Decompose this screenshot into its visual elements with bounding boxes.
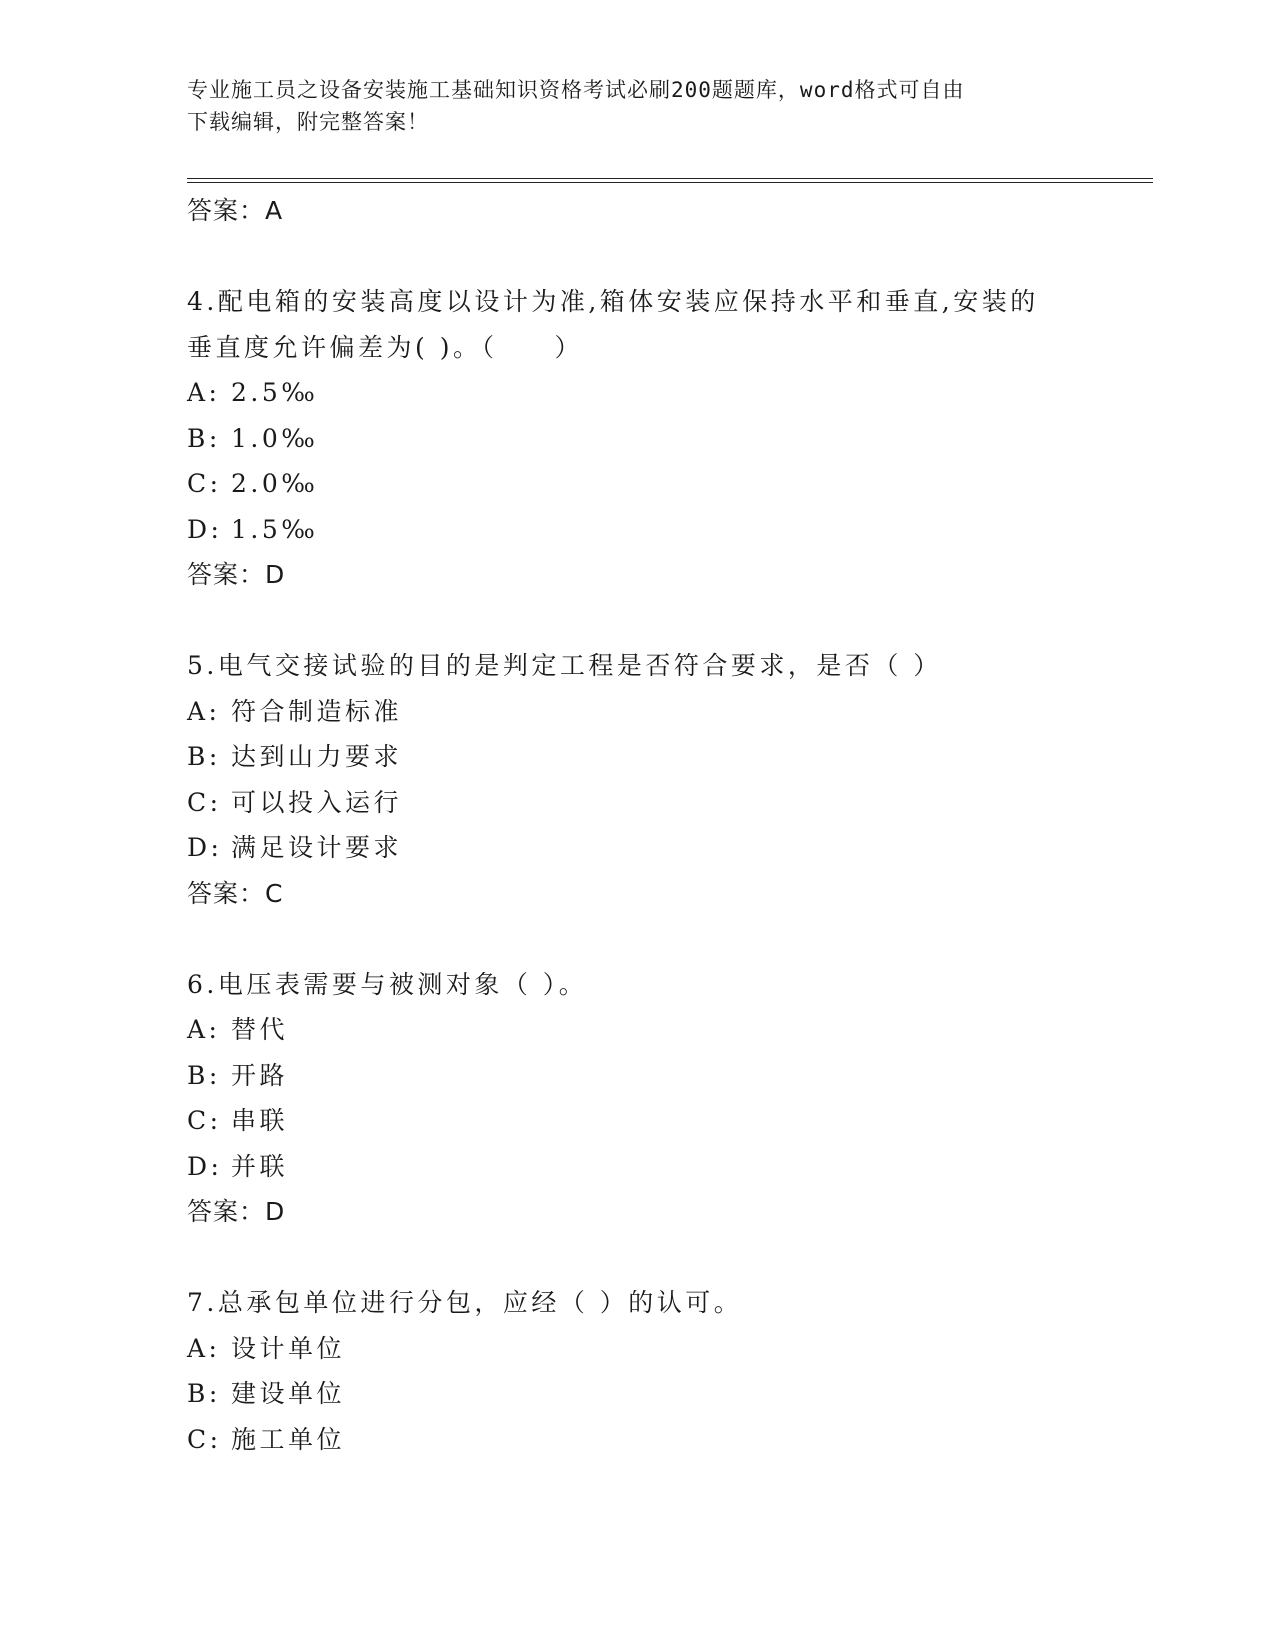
option-text: 开路 — [231, 1060, 289, 1090]
question-stem: 6.电压表需要与被测对象（ ）。 — [187, 969, 588, 999]
option-c — [187, 1417, 1087, 1463]
option-label: D: — [187, 833, 223, 862]
question-5 — [187, 643, 1087, 916]
question-7 — [187, 1280, 1087, 1462]
option-text: 1.5‰ — [231, 514, 319, 544]
option-b — [187, 1053, 1087, 1099]
option-text: 施工单位 — [231, 1424, 346, 1454]
option-text: 满足设计要求 — [231, 833, 403, 862]
option-b — [187, 1371, 1087, 1417]
option-a — [187, 1326, 1087, 1372]
option-text: 可以投入运行 — [231, 787, 403, 817]
option-c — [187, 780, 1087, 826]
option-text: 建设单位 — [231, 1379, 346, 1408]
option-label: A: — [187, 696, 221, 726]
document-header — [187, 74, 1067, 138]
option-label: B: — [187, 423, 221, 453]
option-text: 并联 — [231, 1151, 289, 1181]
option-label: C: — [187, 469, 222, 498]
spacer — [187, 916, 1087, 962]
spacer — [187, 598, 1087, 644]
option-d — [187, 1144, 1087, 1190]
option-text: 串联 — [231, 1106, 289, 1135]
question-list — [187, 188, 1087, 1462]
question-4 — [187, 279, 1087, 598]
question-answer: 答案：D — [187, 560, 286, 589]
option-label: B: — [187, 1060, 221, 1090]
option-label: D: — [187, 514, 223, 544]
option-label: A: — [187, 378, 221, 407]
previous-answer: 答案：A — [187, 196, 284, 225]
option-d — [187, 825, 1087, 871]
option-label: A: — [187, 1015, 221, 1044]
option-text: 2.0‰ — [231, 469, 319, 498]
option-text: 2.5‰ — [231, 378, 319, 407]
option-text: 1.0‰ — [231, 423, 319, 453]
question-answer: 答案：C — [187, 878, 284, 908]
spacer — [187, 1235, 1087, 1281]
header-line-1: 专业施工员之设备安装施工基础知识资格考试必刷200题题库，word格式可自由 — [187, 78, 965, 102]
option-label: A: — [187, 1333, 221, 1363]
option-a — [187, 1007, 1087, 1053]
question-stem: 7.总承包单位进行分包，应经（ ）的认可。 — [187, 1288, 743, 1317]
header-line-2: 下载编辑，附完整答案！ — [187, 110, 429, 134]
option-b — [187, 734, 1087, 780]
header-rule-bottom — [187, 182, 1153, 183]
option-c — [187, 1098, 1087, 1144]
option-label: C: — [187, 787, 222, 817]
option-label: C: — [187, 1424, 222, 1454]
option-label: B: — [187, 1379, 221, 1408]
option-c — [187, 461, 1087, 507]
question-stem: 5.电气交接试验的目的是判定工程是否符合要求，是否（ ） — [187, 651, 942, 680]
header-rule-top — [187, 178, 1153, 179]
question-stem: 4.配电箱的安装高度以设计为准,箱体安装应保持水平和垂直,安装的 — [187, 287, 1039, 316]
question-6 — [187, 962, 1087, 1235]
option-d — [187, 507, 1087, 553]
question-stem-continued: 垂直度允许偏差为( )。（ ） — [187, 332, 583, 362]
spacer — [187, 234, 1087, 280]
option-a — [187, 370, 1087, 416]
option-label: C: — [187, 1106, 222, 1135]
option-text: 设计单位 — [231, 1333, 346, 1363]
option-label: B: — [187, 742, 221, 771]
option-text: 替代 — [231, 1015, 289, 1044]
option-label: D: — [187, 1151, 223, 1181]
option-text: 达到山力要求 — [231, 742, 403, 771]
option-b — [187, 416, 1087, 462]
question-answer: 答案：D — [187, 1197, 286, 1226]
option-text: 符合制造标准 — [231, 696, 403, 726]
option-a — [187, 689, 1087, 735]
